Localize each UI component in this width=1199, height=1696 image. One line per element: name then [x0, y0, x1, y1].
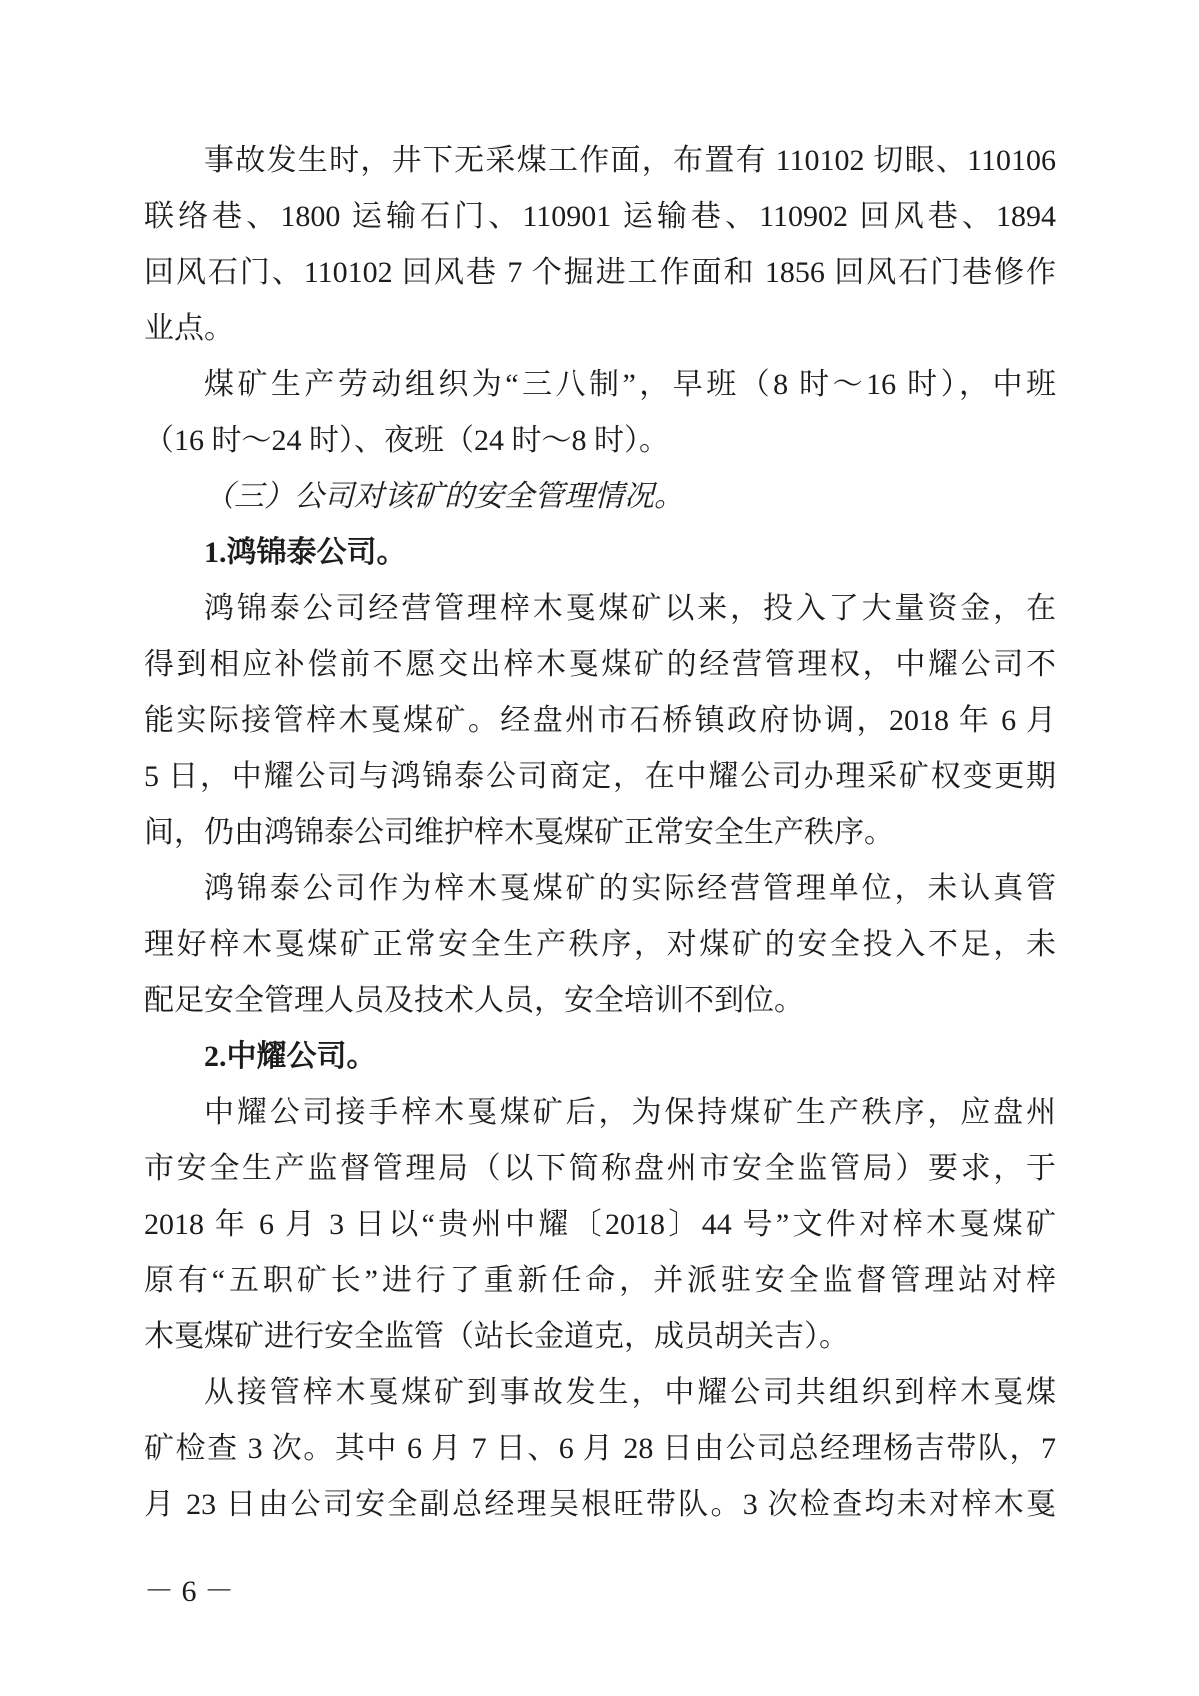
text-line: 中耀公司接手梓木戛煤矿后，为保持煤矿生产秩序，应盘州	[204, 1096, 1056, 1129]
text-line: 市安全生产监督管理局（以下简称盘州市安全监管局）要求，于	[144, 1152, 1056, 1185]
text-line: 配足安全管理人员及技术人员，安全培训不到位。	[144, 984, 804, 1017]
text-line: 事故发生时，井下无采煤工作面，布置有 110102 切眼、110106	[204, 144, 1056, 177]
text-line: 月 23 日由公司安全副总经理吴根旺带队。3 次检查均未对梓木戛	[144, 1488, 1056, 1521]
text-line: 矿检查 3 次。其中 6 月 7 日、6 月 28 日由公司总经理杨吉带队，7	[144, 1432, 1056, 1465]
text-line: 原有“五职矿长”进行了重新任命，并派驻安全监督管理站对梓	[144, 1264, 1056, 1297]
text-line: 得到相应补偿前不愿交出梓木戛煤矿的经营管理权，中耀公司不	[144, 648, 1056, 681]
text-line: 2018 年 6 月 3 日以“贵州中耀〔2018〕44 号”文件对梓木戛煤矿	[144, 1208, 1056, 1241]
subsection-heading: 1.鸿锦泰公司。	[204, 536, 407, 569]
text-line: 回风石门、110102 回风巷 7 个掘进工作面和 1856 回风石门巷修作	[144, 256, 1056, 289]
text-line: 鸿锦泰公司经营管理梓木戛煤矿以来，投入了大量资金，在	[204, 592, 1056, 625]
text-line: 理好梓木戛煤矿正常安全生产秩序，对煤矿的安全投入不足，未	[144, 928, 1056, 961]
text-line: 联络巷、1800 运输石门、110901 运输巷、110902 回风巷、1894	[144, 200, 1056, 233]
section-heading: （三）公司对该矿的安全管理情况。	[204, 480, 684, 513]
document-body	[144, 133, 1056, 1533]
text-line: 从接管梓木戛煤矿到事故发生，中耀公司共组织到梓木戛煤	[204, 1376, 1056, 1409]
text-line: 木戛煤矿进行安全监管（站长金道克，成员胡关吉）。	[144, 1320, 849, 1353]
text-line: 煤矿生产劳动组织为“三八制”，早班（8 时～16 时），中班	[204, 368, 1056, 401]
subsection-heading: 2.中耀公司。	[204, 1040, 377, 1073]
text-line: 能实际接管梓木戛煤矿。经盘州市石桥镇政府协调，2018 年 6 月	[144, 704, 1056, 737]
page-number: － 6 －	[144, 1575, 234, 1608]
text-line: （16 时～24 时）、夜班（24 时～8 时）。	[144, 424, 669, 457]
text-line: 业点。	[144, 312, 234, 345]
text-line: 5 日，中耀公司与鸿锦泰公司商定，在中耀公司办理采矿权变更期	[144, 760, 1056, 793]
text-line: 间，仍由鸿锦泰公司维护梓木戛煤矿正常安全生产秩序。	[144, 816, 894, 849]
text-line: 鸿锦泰公司作为梓木戛煤矿的实际经营管理单位，未认真管	[204, 872, 1056, 905]
